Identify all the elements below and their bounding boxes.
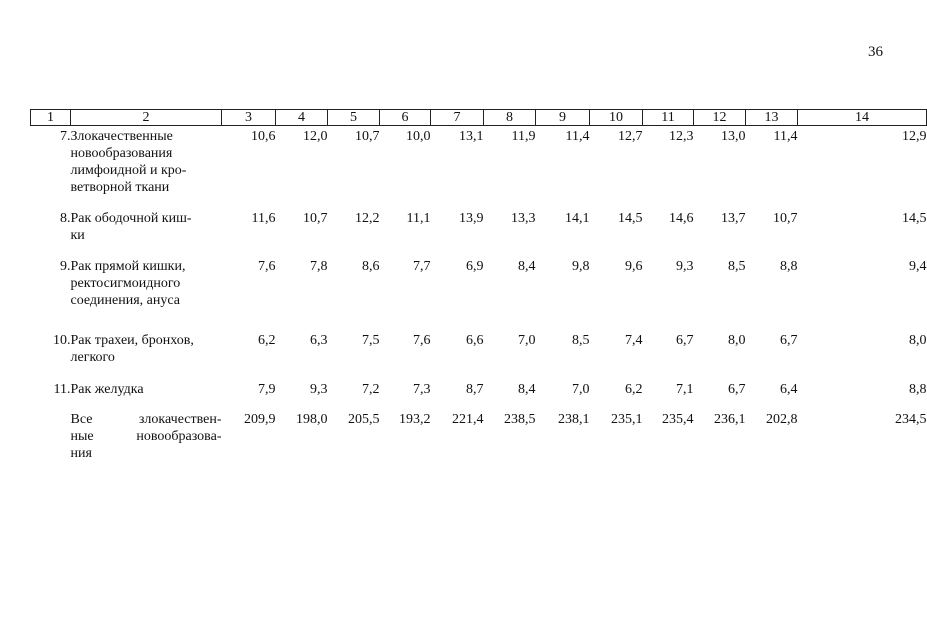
- table-cell: 198,0: [296, 412, 328, 427]
- table-cell: 7,4: [625, 333, 643, 348]
- statistics-table: [30, 109, 927, 463]
- table-cell: 8,0: [728, 333, 746, 348]
- table-cell: 193,2: [399, 412, 431, 427]
- column-header: 8: [484, 110, 536, 126]
- row-label-line: Злокачественные: [70, 129, 173, 144]
- table-cell: 8,0: [909, 333, 927, 348]
- header-row: [31, 110, 927, 126]
- table-cell: 14,1: [565, 211, 590, 226]
- column-header: 2: [71, 110, 222, 126]
- table-cell: 9,3: [310, 382, 328, 397]
- table-cell: 9,4: [909, 259, 927, 274]
- table-cell: 8,7: [466, 382, 484, 397]
- row-label: [71, 381, 222, 411]
- table-cell: 6,7: [676, 333, 694, 348]
- table-cell: 11,9: [511, 129, 536, 144]
- table-cell: 6,2: [625, 382, 643, 397]
- table-cell: 14,5: [902, 211, 927, 226]
- table-cell: 205,5: [348, 412, 380, 427]
- table-cell: 202,8: [766, 412, 798, 427]
- table-cell: 235,1: [611, 412, 643, 427]
- table-cell: 236,1: [714, 412, 746, 427]
- table-cell: 8,4: [518, 259, 536, 274]
- table-cell: 7,5: [362, 333, 380, 348]
- table-cell: 13,1: [459, 129, 484, 144]
- page-number: 36: [868, 44, 883, 60]
- row-label-line: новообразования: [70, 146, 173, 161]
- table-cell: 13,7: [721, 211, 746, 226]
- table-cell: 11,1: [406, 211, 431, 226]
- table-cell: 7,8: [310, 259, 328, 274]
- table-row: [31, 381, 927, 411]
- row-label-line: Рак желудка: [70, 382, 144, 397]
- column-header: 3: [222, 110, 276, 126]
- column-header: 4: [276, 110, 328, 126]
- table-cell: 12,0: [303, 129, 328, 144]
- row-number: [31, 411, 71, 463]
- table-cell: 9,3: [676, 259, 694, 274]
- row-label: [71, 210, 222, 258]
- table-cell: 11,4: [565, 129, 590, 144]
- table-cell: 12,9: [902, 129, 927, 144]
- row-number: 10.: [53, 333, 71, 348]
- table-cell: 7,0: [518, 333, 536, 348]
- row-label: [71, 411, 222, 463]
- table-cell: 7,9: [258, 382, 276, 397]
- table-cell: 10,7: [303, 211, 328, 226]
- table-cell: 8,4: [518, 382, 536, 397]
- row-label-line: ки: [70, 228, 85, 243]
- row-number: 7.: [60, 129, 71, 144]
- table-cell: 238,1: [558, 412, 590, 427]
- column-header: 9: [536, 110, 590, 126]
- row-label: [71, 258, 222, 332]
- column-header: 7: [431, 110, 484, 126]
- table-cell: 6,7: [728, 382, 746, 397]
- table-cell: 12,3: [669, 129, 694, 144]
- row-label-line: лимфоидной и кро-: [70, 163, 187, 178]
- table-cell: 8,5: [572, 333, 590, 348]
- row-label-line: ветворной ткани: [70, 180, 170, 195]
- row-label-line: легкого: [70, 350, 115, 365]
- table-cell: 6,9: [466, 259, 484, 274]
- column-header: 11: [643, 110, 694, 126]
- table-cell: 10,0: [406, 129, 431, 144]
- table-cell: 6,2: [258, 333, 276, 348]
- column-header: 12: [694, 110, 746, 126]
- table-cell: 11,6: [251, 211, 276, 226]
- table-cell: 12,7: [618, 129, 643, 144]
- row-number: 9.: [60, 259, 71, 274]
- table-cell: 6,7: [780, 333, 798, 348]
- table-row: [31, 258, 927, 332]
- row-number: 11.: [53, 382, 71, 397]
- table-cell: 221,4: [452, 412, 484, 427]
- table-cell: 238,5: [504, 412, 536, 427]
- table-cell: 8,5: [728, 259, 746, 274]
- table-cell: 6,6: [466, 333, 484, 348]
- table-cell: 7,0: [572, 382, 590, 397]
- table-cell: 234,5: [895, 412, 927, 427]
- table-cell: 14,5: [618, 211, 643, 226]
- table-cell: 14,6: [669, 211, 694, 226]
- table-cell: 235,4: [662, 412, 694, 427]
- table-cell: 13,3: [511, 211, 536, 226]
- row-label-line: Рак прямой кишки,: [70, 259, 186, 274]
- column-header: 10: [590, 110, 643, 126]
- column-header: 13: [746, 110, 798, 126]
- table-cell: 7,6: [413, 333, 431, 348]
- table-cell: 8,8: [780, 259, 798, 274]
- row-label-line: Рак ободочной киш-: [70, 211, 192, 226]
- column-header: 14: [798, 110, 927, 126]
- table-cell: 9,8: [572, 259, 590, 274]
- table-cell: 6,3: [310, 333, 328, 348]
- table-cell: 13,9: [459, 211, 484, 226]
- table-cell: 209,9: [244, 412, 276, 427]
- row-label-line: ния: [70, 446, 92, 461]
- table-cell: 10,7: [773, 211, 798, 226]
- row-label-line: ректосигмоидного: [70, 276, 181, 291]
- table-cell: 7,7: [413, 259, 431, 274]
- row-label-line: ные новообразова-: [70, 429, 222, 444]
- column-header: 1: [31, 110, 71, 126]
- row-label-line: Рак трахеи, бронхов,: [70, 333, 194, 348]
- row-label-line: Все злокачествен-: [70, 412, 222, 427]
- row-number: 8.: [60, 211, 71, 226]
- column-header: 6: [380, 110, 431, 126]
- table-cell: 10,6: [251, 129, 276, 144]
- table-cell: 8,8: [909, 382, 927, 397]
- table-cell: 7,6: [258, 259, 276, 274]
- column-header: 5: [328, 110, 380, 126]
- row-label-line: соединения, ануса: [70, 293, 180, 308]
- row-label: [71, 332, 222, 381]
- table-cell: 11,4: [773, 129, 798, 144]
- table-row-total: [31, 411, 927, 463]
- table-cell: 13,0: [721, 129, 746, 144]
- table-cell: 7,2: [362, 382, 380, 397]
- table-row: [31, 126, 927, 211]
- table-cell: 12,2: [355, 211, 380, 226]
- table-row: [31, 332, 927, 381]
- table-cell: 8,6: [362, 259, 380, 274]
- table-cell: 10,7: [355, 129, 380, 144]
- table-cell: 6,4: [780, 382, 798, 397]
- table-cell: 7,3: [413, 382, 431, 397]
- table-cell: 9,6: [625, 259, 643, 274]
- row-label: [71, 126, 222, 211]
- table-row: [31, 210, 927, 258]
- table-cell: 7,1: [676, 382, 694, 397]
